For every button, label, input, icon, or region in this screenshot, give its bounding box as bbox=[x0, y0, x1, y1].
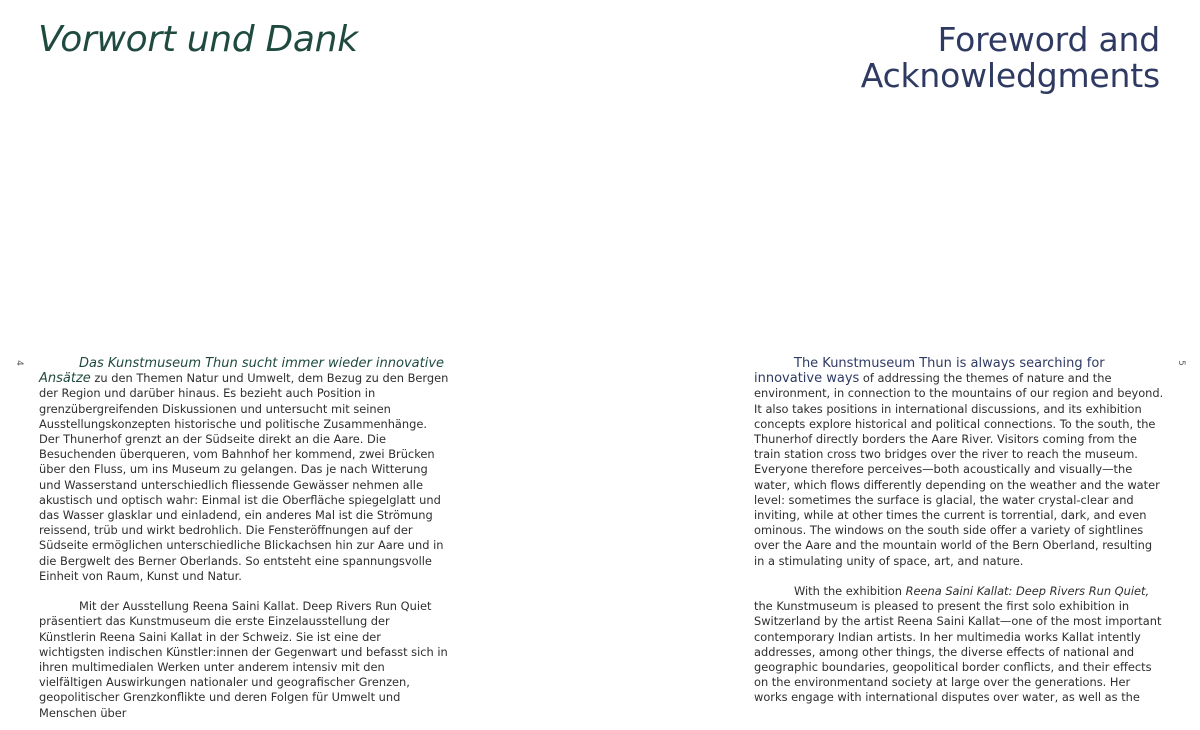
english-paragraph-1 bbox=[754, 356, 1164, 569]
english-lead-phrase: The Kunstmuseum Thun is always searching for innovative ways bbox=[754, 356, 1105, 387]
german-paragraph-1 bbox=[39, 356, 449, 584]
german-text-column bbox=[39, 356, 449, 721]
page-title-english: Foreword and Acknowledgments bbox=[860, 20, 1160, 95]
english-paragraph-1-body: of addressing the themes of nature and the environment, in connection to the mountains of our region and beyond. It also takes positions in international discussions, and its exhibition concepts explore historical and political connections. To the south, the Thunerhof directly borders the Aare River. Visitors coming from the train station cross two bridges over the river to reach the museum. Everyone therefore perceives—both acoustically and visually—the water, which flows differently depending on the weather and the water level: sometimes the surface is glacial, the water crystal-clear and inviting, while at other times the current is torrential, dark, and even ominous. The windows on the south side offer a variety of sightlines over the Aare and the mountain world of the Bern Oberland, resulting in a stimulating unity of space, art, and nature. bbox=[754, 371, 1164, 568]
english-text-column bbox=[754, 356, 1164, 706]
page-number-left: 4 bbox=[13, 360, 24, 366]
page-number-right: 5 bbox=[1176, 360, 1187, 366]
german-paragraph-1-body: zu den Themen Natur und Umwelt, dem Bezug zu den Bergen der Region und darüber hinaus. Es bezieht auch Position in grenzübergreifenden Diskussionen und untersucht mit seinen Ausstellungskonzepten historische und politische Zusammenhänge. Der Thunerhof grenzt an der Südseite direkt an die Aare. Die Besuchenden überqueren, vom Bahnhof her kommend, zwei Brücken über den Fluss, um ins Museum zu gelangen. Das je nach Witterung und Wasserstand unterschiedlich fliessende Gewässer nehmen alle akustisch und optisch wahr: Einmal ist die Oberfläche spiegelglatt und das Wasser glasklar und einladend, ein anderes Mal ist die Strömung reissend, trüb und wirkt bedrohlich. Die Fensteröffnungen auf der Südseite ermöglichen unterschiedliche Blickachsen hin zur Aare und in die Bergwelt des Berner Oberlands. So entsteht eine spannungsvolle Einheit von Raum, Kunst und Natur. bbox=[39, 371, 449, 583]
german-lead-phrase: Das Kunstmuseum Thun sucht immer wieder innovative Ansätze bbox=[39, 356, 445, 387]
english-paragraph-2-body: the Kunstmuseum is pleased to present the first solo exhibition in Switzerland by the artist Reena Saini Kallat—one of the most important contemporary Indian artists. In her multimedia works Kallat intently addresses, among other things, the diverse effects of national and geographic boundaries, geopolitical border conflicts, and their effects on the environmentand society at large over the generations. Her works engage with international disputes over water, as well as the bbox=[754, 599, 1162, 705]
page-title-german: Vorwort und Dank bbox=[38, 19, 358, 60]
english-paragraph-2 bbox=[754, 584, 1164, 706]
german-paragraph-2: Mit der Ausstellung Reena Saini Kallat. Deep Rivers Run Quiet präsentiert das Kunstmuseum die erste Einzelausstellung der Künstlerin Reena Saini Kallat in der Schweiz. Sie ist eine der wichtigsten indischen Künstler:innen der Gegenwart und befasst sich in ihren multimedialen Werken unter anderem intensiv mit den vielfältigen Auswirkungen nationaler und geografischer Grenzen, geopolitischer Grenzkonflikte und deren Folgen für Umwelt und Menschen über bbox=[39, 599, 448, 720]
exhibition-title: Reena Saini Kallat: Deep Rivers Run Quiet, bbox=[905, 584, 1150, 599]
english-paragraph-2-start: With the exhibition bbox=[794, 584, 906, 599]
